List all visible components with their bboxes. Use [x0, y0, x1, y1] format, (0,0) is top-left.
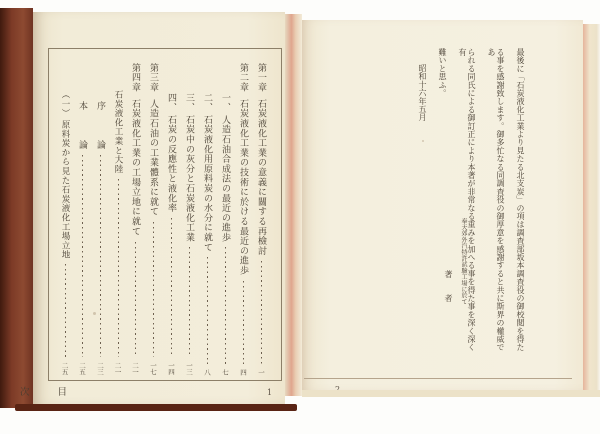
- preface-column: 最後に「石炭液化工業より見たる北支炭」の項は調査部坂本調査役の御校閲を得た: [516, 48, 525, 352]
- toc-entry: [112, 57, 124, 375]
- dotted-leader: [207, 257, 208, 364]
- toc-entry: [201, 57, 214, 375]
- toc-entry: [183, 57, 196, 375]
- dotted-leader: [171, 218, 172, 357]
- dotted-leader: [82, 155, 83, 357]
- place-line: 奉天郊外汽特許試驗工場に於て: [460, 218, 467, 305]
- preface-column: 難いと思ふ。: [438, 48, 447, 98]
- toc-entry-page: 一四: [167, 362, 175, 375]
- toc-entry-page: 一: [257, 368, 265, 375]
- toc-entry: [219, 57, 232, 375]
- toc-entry: [147, 57, 160, 375]
- toc-entry-title: 石炭液化工業と大陸: [113, 90, 123, 174]
- toc-entry-page: 八: [203, 368, 211, 375]
- dotted-leader: [153, 222, 154, 357]
- toc-entry-label: 二、: [202, 93, 212, 113]
- toc-entry-label: 第三章: [148, 63, 158, 93]
- book-gutter: [285, 14, 302, 396]
- toc-entry-label: （一）: [60, 90, 70, 118]
- page-edges: [583, 24, 600, 396]
- toc-entry-page: 二三: [96, 362, 104, 375]
- toc-entry-title: 石炭液化工業の工場立地に就て: [130, 99, 140, 237]
- toc-entry-page: 七: [221, 368, 229, 375]
- toc-entry-label: 第一章: [256, 63, 266, 93]
- dotted-leader: [100, 155, 101, 357]
- dotted-leader: [261, 261, 262, 363]
- preface-column: る事を感謝致します。御多忙なる同調査役の御厚意を感謝すると共に斯界の權威であ: [487, 48, 505, 352]
- toc-entry: [165, 57, 178, 375]
- toc-entry-title: 石炭中の灰分と石炭液化工業: [184, 114, 194, 243]
- toc-entry: [237, 57, 250, 375]
- toc-entry-title: 人造石油の工業體系に就て: [148, 99, 158, 218]
- toc-border-box: [48, 48, 282, 381]
- right-page-bottom-rule: [304, 378, 572, 379]
- toc-entry-title: 序 論: [95, 101, 105, 150]
- book-cover-edge: [0, 8, 33, 408]
- toc-entry-title: 石炭の反應性と液化率: [166, 114, 176, 213]
- preface-page: [302, 20, 583, 390]
- toc-entry-page: 二一: [131, 362, 139, 375]
- bottom-cover-edge: [15, 404, 297, 411]
- toc-entry: [59, 57, 71, 375]
- toc-entry: [129, 57, 142, 375]
- author-signature: 著 者: [444, 270, 453, 302]
- toc-entry-title: 本 論: [77, 101, 87, 150]
- toc-entry: [255, 57, 268, 375]
- preface-column: 昭和十六年五月: [418, 64, 427, 122]
- toc-entry-title: 原料炭から見た石炭液化工場立地: [60, 119, 70, 260]
- toc-entry-page: 二五: [60, 362, 69, 375]
- toc-entry-page: 四: [239, 368, 247, 375]
- toc-entry: [76, 57, 89, 375]
- paper-stain: [93, 312, 96, 315]
- dotted-leader: [65, 264, 66, 357]
- toc-entry-label: 第二章: [238, 63, 248, 93]
- toc-entry-page: 二五: [78, 362, 86, 375]
- paper-stain: [422, 140, 424, 142]
- preface-text: [407, 48, 525, 354]
- toc-entry-label: 第四章: [130, 63, 140, 93]
- toc-page: [19, 12, 285, 404]
- toc-entry-title: 石炭液化工業の意義に關する再檢討: [256, 99, 266, 257]
- toc-entry: [94, 57, 107, 375]
- toc-entry-title: 石炭液化工業の技術に於ける最近の進歩: [238, 99, 248, 276]
- left-page-number: 1: [267, 388, 273, 397]
- toc-entry-page: 二一: [113, 362, 122, 375]
- toc-columns: [57, 57, 268, 375]
- toc-entry-label: 四、: [166, 93, 176, 113]
- dotted-leader: [243, 281, 244, 364]
- toc-entry-page: 一三: [185, 362, 193, 375]
- dotted-leader: [225, 247, 226, 363]
- bottom-page-edges: [302, 390, 600, 397]
- preface-column: られる同氏による御訂正により本著が非常なる重みを加へる事を得た事を深く深く有: [458, 48, 476, 352]
- dotted-leader: [135, 242, 136, 357]
- paper-stain: [243, 82, 245, 84]
- dotted-leader: [118, 179, 119, 357]
- toc-entry-page: 一七: [149, 362, 157, 375]
- footer-running-title: 目次: [19, 387, 95, 398]
- toc-entry-title: 人造石油合成法の最近の進歩: [220, 114, 230, 243]
- toc-entry-title: 石炭液化用原料炭の水分に就て: [202, 114, 212, 252]
- toc-entry-label: 一、: [220, 93, 230, 113]
- dotted-leader: [189, 247, 190, 357]
- toc-entry-label: 三、: [184, 93, 194, 113]
